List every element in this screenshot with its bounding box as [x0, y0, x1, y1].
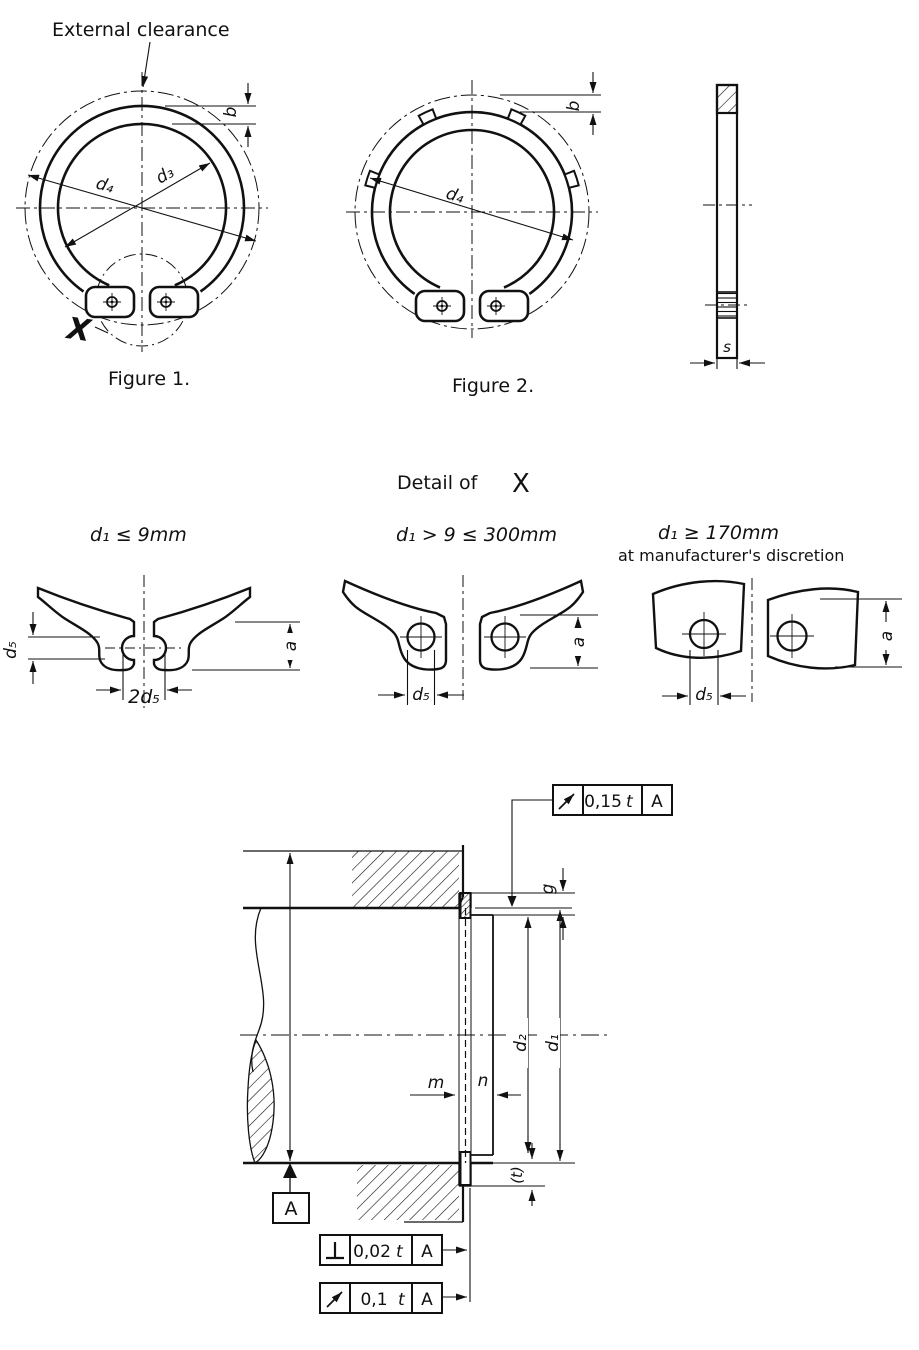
- external-clearance-label: External clearance: [52, 19, 230, 41]
- variant3-dim-d5: d₅: [695, 685, 713, 705]
- side-view-s-dimension: [690, 358, 765, 369]
- tol-runout-suffix: t: [398, 1290, 405, 1310]
- variant1-condition: d₁ ≤ 9mm: [90, 524, 187, 546]
- variant2-condition: d₁ > 9 ≤ 300mm: [396, 524, 558, 546]
- variant3-lug-holes: [682, 612, 814, 658]
- housing-section-top: [352, 851, 459, 907]
- dim-m: m: [427, 1073, 445, 1093]
- fig1-dim-d4: d₄: [93, 173, 117, 198]
- tol-top-value: 0,15: [584, 792, 622, 812]
- dim-n: n: [477, 1071, 489, 1091]
- fig1-dim-b: b: [221, 106, 241, 118]
- fig1-b-dimension: [165, 83, 256, 147]
- side-view: [690, 85, 765, 369]
- variant1-dim-d5: d₅: [1, 641, 21, 659]
- variant1-left-lug-profile: [38, 588, 134, 670]
- dim-d1: d₁: [543, 1034, 563, 1052]
- figure2-caption: Figure 2.: [452, 375, 535, 397]
- circular-runout-icon: [559, 794, 574, 809]
- fig1-dim-d3: d₃: [152, 162, 178, 189]
- dim-t: (t): [508, 1166, 526, 1184]
- external-clearance-leader: [143, 42, 150, 87]
- side-view-dim-s: s: [723, 338, 731, 356]
- tol-top-datum: A: [651, 792, 663, 812]
- circular-runout-icon: [327, 1292, 342, 1307]
- tol-perp-datum: A: [421, 1242, 433, 1262]
- fig2-dim-d4: d₄: [443, 183, 467, 208]
- datum-triangle: [283, 1163, 297, 1178]
- tolerance-frame-runout-bottom: [320, 1283, 467, 1313]
- detail-variant1: [28, 575, 300, 708]
- variant1-dim-a: a: [281, 640, 301, 652]
- detail-variant2: [343, 575, 598, 705]
- dim-d2: d₂: [511, 1034, 531, 1052]
- tol-perp-suffix: t: [396, 1242, 403, 1262]
- detail-heading-x: X: [512, 469, 530, 499]
- variant2-dim-a: a: [569, 636, 589, 648]
- variant3-dim-a: a: [877, 630, 897, 642]
- tol-runout-datum: A: [421, 1290, 433, 1310]
- broken-out-section: [247, 1040, 274, 1163]
- figure2-front-view: [346, 72, 601, 338]
- variant1-dim-2d5: 2d₅: [128, 686, 160, 708]
- detail-variant3: [653, 578, 902, 705]
- housing-section-bottom: [357, 1165, 459, 1220]
- side-view-section-top: [717, 85, 737, 113]
- perpendicularity-icon: [326, 1242, 344, 1258]
- figure1-front-view: [16, 42, 268, 352]
- variant3-right-lug-profile: [768, 589, 858, 669]
- variant3-note: at manufacturer's discretion: [618, 546, 845, 565]
- tol-perp-value: 0,02: [353, 1242, 391, 1262]
- dim-g: g: [538, 883, 558, 895]
- variant1-right-lug-profile: [154, 588, 250, 670]
- variant1-d5-dimension: [28, 612, 105, 684]
- figure1-caption: Figure 1.: [108, 368, 191, 390]
- detail-heading: Detail of: [397, 472, 478, 494]
- tolerance-frame-perpendicularity: [320, 1235, 467, 1265]
- datum-label: A: [284, 1198, 298, 1220]
- fig1-detail-x-marker: X: [64, 311, 93, 350]
- variant2-left-lug-profile: [343, 581, 446, 670]
- fig1-d3-dimension-line: [65, 163, 210, 247]
- tol-top-suffix: t: [626, 792, 633, 812]
- variant2-right-lug-profile: [480, 581, 583, 670]
- variant2-dim-d5: d₅: [412, 685, 430, 705]
- tol-runout-value: 0,1: [360, 1290, 388, 1310]
- fig2-dim-b: b: [564, 100, 584, 112]
- variant3-condition: d₁ ≥ 170mm: [658, 522, 779, 544]
